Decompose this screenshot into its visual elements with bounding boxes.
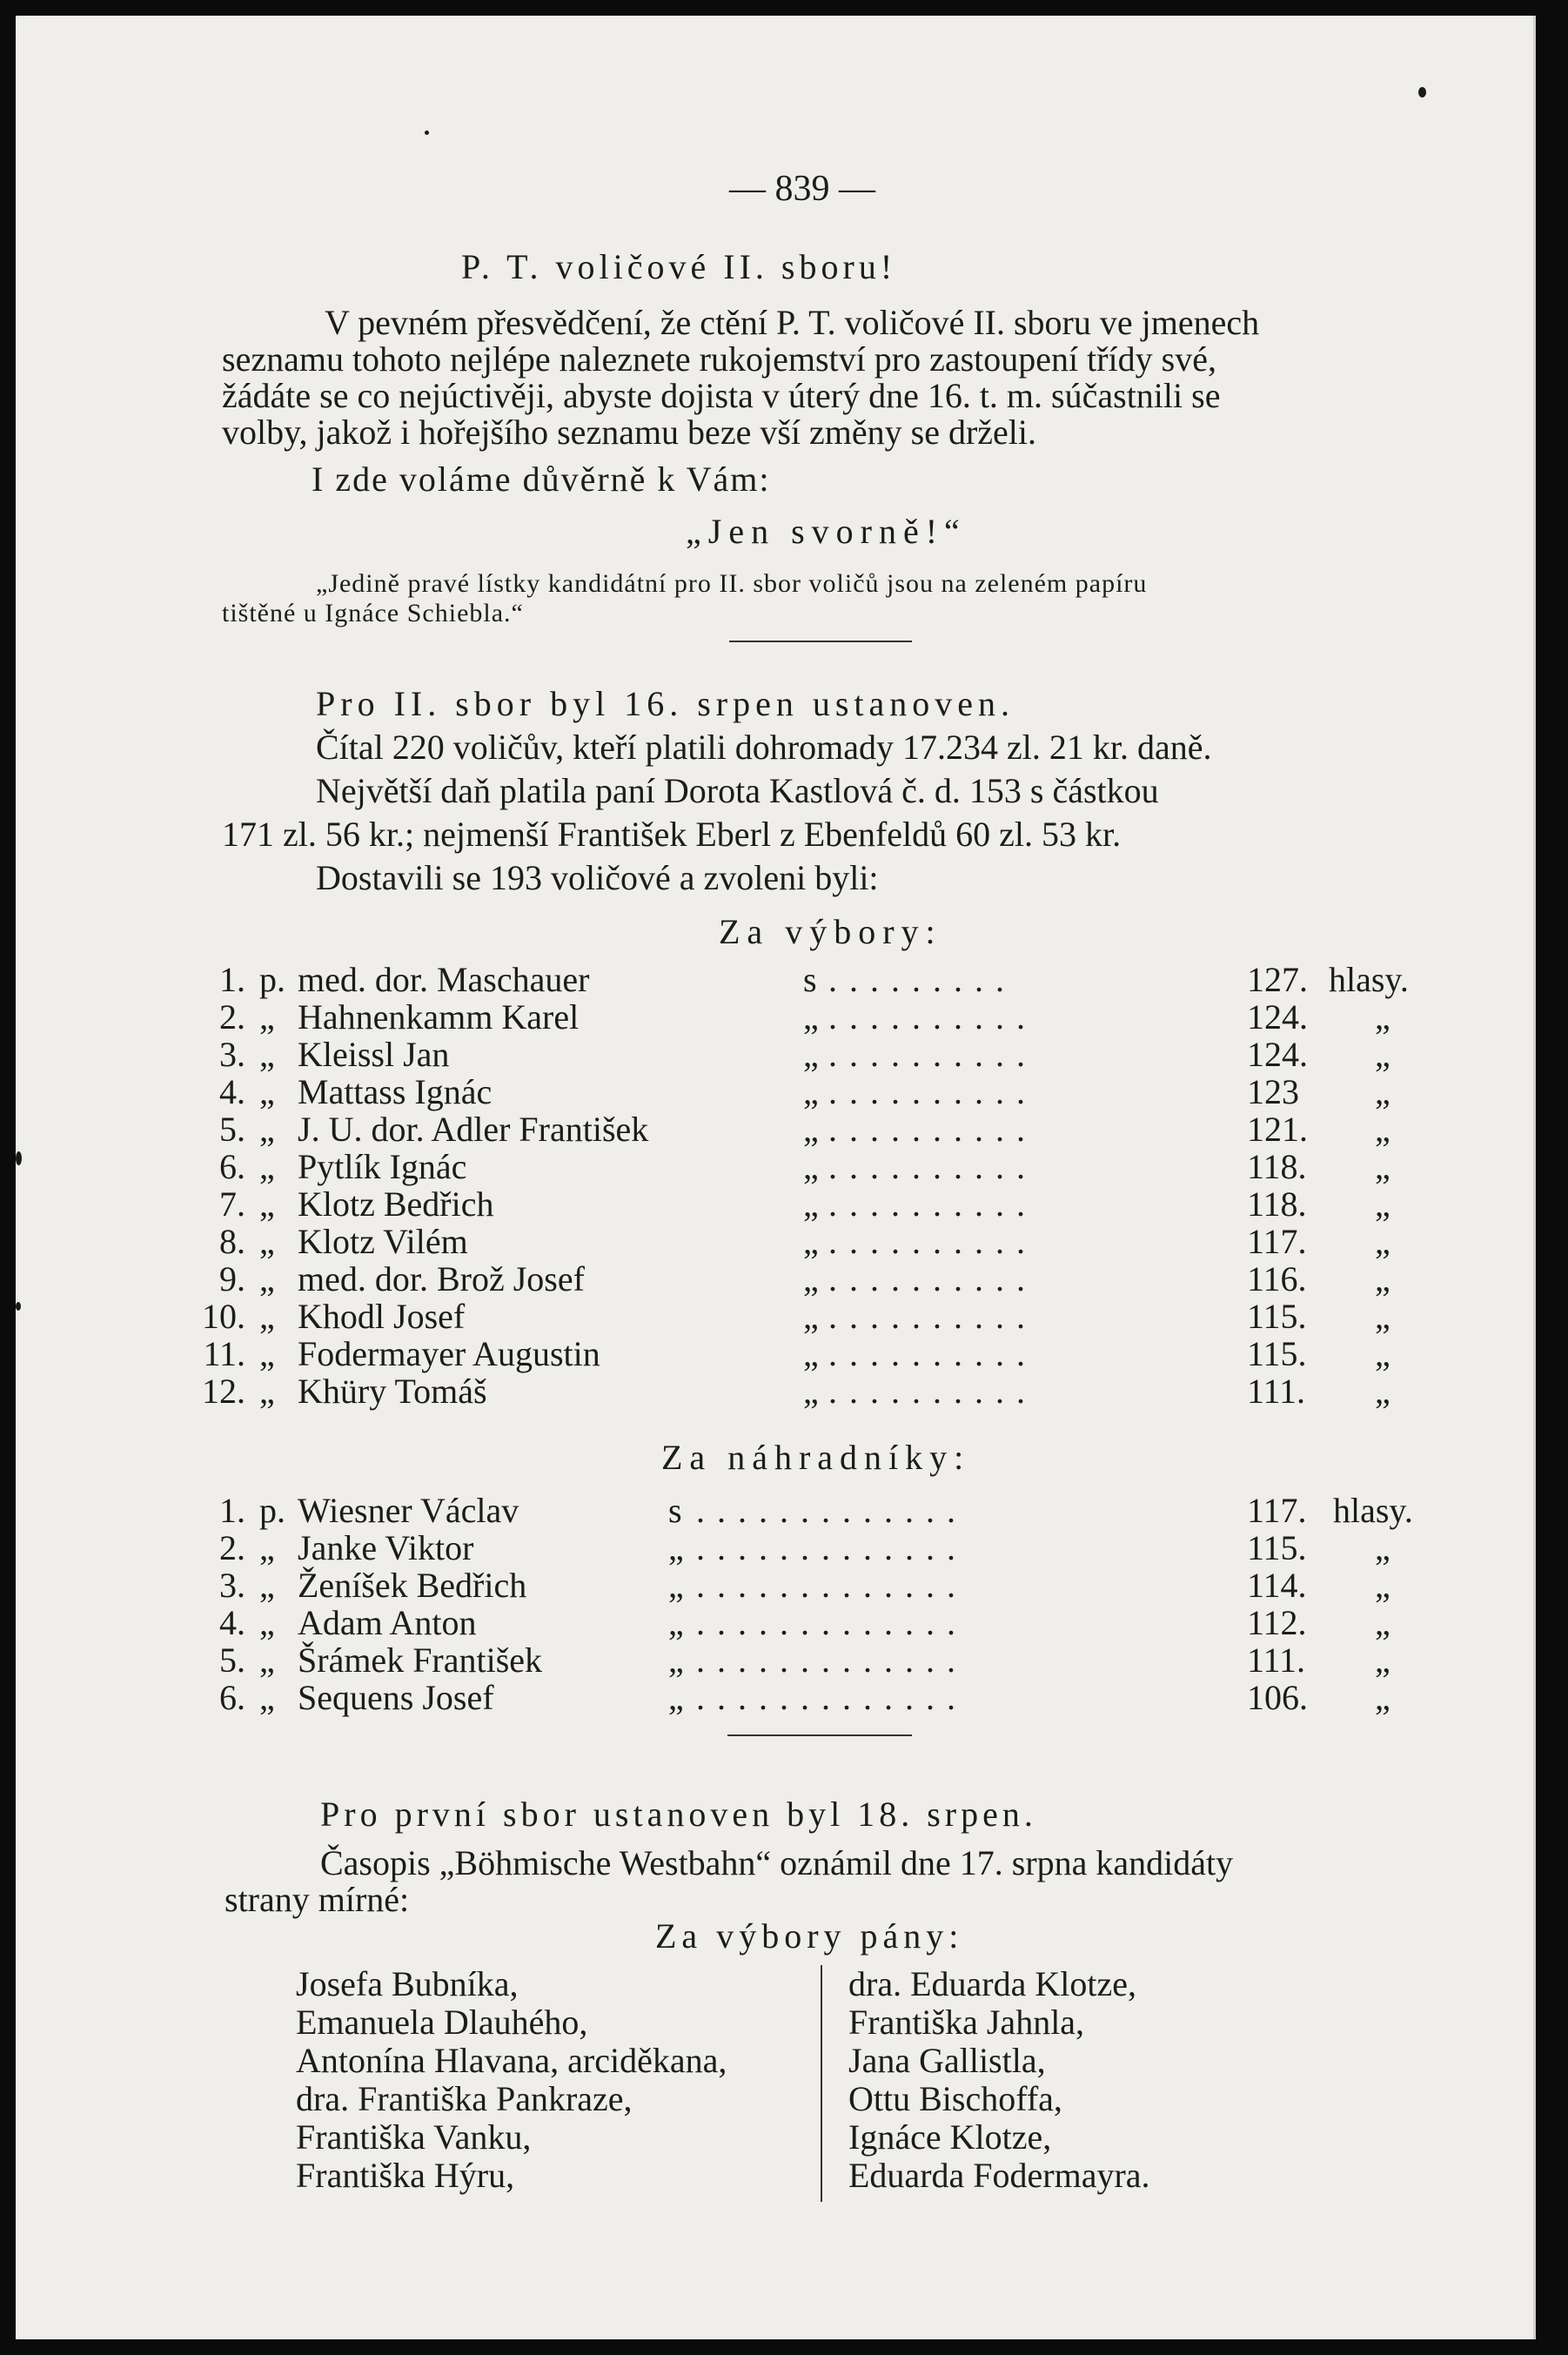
row-mark: s [803, 960, 817, 999]
vote-count: 112. [1247, 1603, 1307, 1642]
vote-unit: „ [1375, 1334, 1390, 1373]
row-number: 3. [219, 1566, 245, 1605]
first-corps-line: Časopis „Böhmische Westbahn“ oznámil dne 17. srpna kandidáty [320, 1843, 1234, 1882]
appeal-heading: P. T. voličové II. sboru! [461, 247, 897, 286]
candidate-name: Pytlík Ignác [298, 1147, 467, 1186]
row-prefix: „ [259, 1603, 275, 1642]
nominee: Eduarda Fodermayra. [848, 2156, 1150, 2195]
row-number: 2. [219, 1528, 245, 1567]
leader-dots: . . . . . . . . . . [828, 1222, 1027, 1261]
row-prefix: „ [259, 1566, 275, 1605]
row-number: 4. [219, 1603, 245, 1642]
vote-count: 123 [1247, 1072, 1299, 1111]
nominee: Emanuela Dlauhého, [296, 2003, 588, 2042]
row-mark: „ [803, 997, 819, 1037]
vote-unit: „ [1375, 1222, 1390, 1261]
leader-dots: . . . . . . . . . . . . . [696, 1566, 957, 1605]
vote-unit: „ [1375, 1297, 1390, 1336]
row-prefix: „ [259, 1110, 275, 1149]
row-prefix: p. [259, 1491, 285, 1530]
row-number: 6. [219, 1147, 245, 1186]
nominee: Františka Jahnla, [848, 2003, 1085, 2042]
row-prefix: „ [259, 1222, 275, 1261]
vote-count: 127. [1247, 960, 1308, 999]
row-mark: „ [803, 1334, 819, 1373]
candidate-name: Klotz Bedřich [298, 1184, 494, 1224]
leader-dots: . . . . . . . . . . [828, 1334, 1027, 1373]
slogan: „Jen svorně!“ [686, 512, 967, 551]
vote-unit: „ [1375, 1110, 1390, 1149]
row-prefix: „ [259, 1297, 275, 1336]
appeal-line: volby, jakož i hořejšího seznamu beze vší změny se drželi. [222, 413, 1036, 452]
vote-unit: „ [1375, 997, 1390, 1037]
first-corps-line: Pro první sbor ustanoven byl 18. srpen. [320, 1795, 1037, 1834]
leader-dots: . . . . . . . . . . . . . [696, 1640, 957, 1680]
report-line: Pro II. sbor byl 16. srpen ustanoven. [316, 684, 1015, 723]
nominees-right-column [848, 1965, 1150, 2195]
candidate-name: Adam Anton [298, 1603, 477, 1642]
candidate-name: Wiesner Václav [298, 1491, 519, 1530]
row-mark: „ [803, 1184, 819, 1224]
leader-dots: . . . . . . . . . . [828, 1184, 1027, 1224]
row-mark: „ [668, 1528, 684, 1567]
vote-count: 117. [1247, 1491, 1307, 1530]
candidate-name: Fodermayer Augustin [298, 1334, 600, 1373]
leader-dots: . . . . . . . . . . [828, 1147, 1027, 1186]
vote-unit: hlasy. [1329, 960, 1409, 999]
row-number: 7. [219, 1184, 245, 1224]
leader-dots: . . . . . . . . . . . . . [696, 1678, 957, 1717]
candidate-name: Khodl Josef [298, 1297, 466, 1336]
row-mark: s [668, 1491, 682, 1530]
row-prefix: „ [259, 1334, 275, 1373]
report-line: 171 zl. 56 kr.; nejmenší František Eberl z Ebenfeldů 60 zl. 53 kr. [222, 815, 1122, 854]
row-number: 8. [219, 1222, 245, 1261]
committee-heading: Za výbory: [719, 912, 942, 951]
vote-unit: hlasy. [1333, 1491, 1413, 1530]
report-line: Největší daň platila paní Dorota Kastlová č. d. 153 s částkou [316, 771, 1159, 810]
document-page [16, 16, 1536, 2339]
candidate-name: Šrámek František [298, 1640, 543, 1680]
vote-count: 116. [1247, 1259, 1307, 1298]
row-number: 5. [219, 1110, 245, 1149]
candidate-name: Hahnenkamm Karel [298, 997, 580, 1037]
row-number: 12. [202, 1372, 245, 1411]
leader-dots: . . . . . . . . . . . . . [696, 1603, 957, 1642]
row-mark: „ [668, 1566, 684, 1605]
vote-unit: „ [1375, 1528, 1390, 1567]
candidate-name: Sequens Josef [298, 1678, 494, 1717]
vote-unit: „ [1375, 1372, 1390, 1411]
vote-unit: „ [1375, 1184, 1390, 1224]
vote-count: 106. [1247, 1678, 1308, 1717]
row-number: 1. [219, 960, 245, 999]
vote-unit: „ [1375, 1566, 1390, 1605]
leader-dots: . . . . . . . . . . [828, 1372, 1027, 1411]
row-mark: „ [803, 1297, 819, 1336]
first-corps-line: strany mírné: [224, 1880, 410, 1919]
leader-dots: . . . . . . . . . [828, 960, 1006, 999]
vote-unit: „ [1375, 1259, 1390, 1298]
candidate-name: Khüry Tomáš [298, 1372, 487, 1411]
row-number: 5. [219, 1640, 245, 1680]
vote-unit: „ [1375, 1147, 1390, 1186]
vote-count: 115. [1247, 1297, 1307, 1336]
substitutes-heading: Za náhradníky: [661, 1438, 971, 1477]
vote-count: 115. [1247, 1334, 1307, 1373]
row-prefix: „ [259, 1528, 275, 1567]
row-number: 2. [219, 997, 245, 1037]
leader-dots: . . . . . . . . . . [828, 1110, 1027, 1149]
nominee: Jana Gallistla, [848, 2041, 1046, 2080]
row-number: 4. [219, 1072, 245, 1111]
candidate-name: Mattass Ignác [298, 1072, 493, 1111]
vote-unit: „ [1375, 1035, 1390, 1074]
row-prefix: „ [259, 1640, 275, 1680]
vote-count: 111. [1247, 1372, 1306, 1411]
substitutes-results-table [200, 1490, 1436, 1725]
row-prefix: „ [259, 1147, 275, 1186]
nominee: dra. Františka Pankraze, [296, 2079, 633, 2118]
scan-speck [425, 131, 429, 135]
nominee: dra. Eduarda Klotze, [848, 1964, 1136, 2003]
leader-dots: . . . . . . . . . . . . . [696, 1491, 957, 1530]
page-number: — 839 — [729, 169, 875, 209]
scan-speck [16, 1302, 21, 1311]
report-line: Dostavili se 193 voličové a zvoleni byli: [316, 858, 879, 897]
row-number: 3. [219, 1035, 245, 1074]
appeal-line: V pevném přesvědčení, že ctění P. T. voličové II. sboru ve jmenech [325, 303, 1260, 342]
nominee: Františka Hýru, [296, 2156, 515, 2195]
row-number: 1. [219, 1491, 245, 1530]
candidate-name: Ženíšek Bedřich [298, 1566, 527, 1605]
row-mark: „ [803, 1222, 819, 1261]
row-mark: „ [803, 1035, 819, 1074]
row-number: 11. [203, 1334, 245, 1373]
ballot-note-line: tištěné u Ignáce Schiebla.“ [222, 599, 524, 627]
nominee: Františka Vanku, [296, 2117, 532, 2157]
leader-dots: . . . . . . . . . . [828, 1035, 1027, 1074]
divider [727, 1734, 912, 1736]
leader-dots: . . . . . . . . . . . . . [696, 1528, 957, 1567]
ballot-note-line: „Jedině pravé lístky kandidátní pro II. sbor voličů jsou na zeleném papíru [316, 569, 1148, 598]
row-prefix: „ [259, 997, 275, 1037]
candidate-name: Klotz Vilém [298, 1222, 468, 1261]
row-mark: „ [803, 1072, 819, 1111]
appeal-line: seznamu tohoto nejlépe naleznete rukojemství pro zastoupení třídy své, [222, 339, 1216, 379]
vote-count: 124. [1247, 997, 1308, 1037]
leader-dots: . . . . . . . . . . [828, 1259, 1027, 1298]
vote-count: 118. [1247, 1147, 1307, 1186]
row-number: 9. [219, 1259, 245, 1298]
vote-count: 114. [1247, 1566, 1307, 1605]
row-mark: „ [803, 1372, 819, 1411]
candidate-name: Kleissl Jan [298, 1035, 450, 1074]
report-line: Čítal 220 voličův, kteří platili dohromady 17.234 zl. 21 kr. daně. [316, 728, 1212, 767]
candidate-name: med. dor. Maschauer [298, 960, 590, 999]
vote-count: 124. [1247, 1035, 1308, 1074]
scan-speck [16, 1151, 22, 1165]
row-number: 10. [202, 1297, 245, 1336]
vote-unit: „ [1375, 1072, 1390, 1111]
row-prefix: „ [259, 1678, 275, 1717]
vote-count: 118. [1247, 1184, 1307, 1224]
committee-results-table [200, 959, 1436, 1412]
row-mark: „ [803, 1110, 819, 1149]
nominee: Ottu Bischoffa, [848, 2079, 1062, 2118]
nominee: Josefa Bubníka, [296, 1964, 519, 2003]
nominee: Antonína Hlavana, arciděkana, [296, 2041, 727, 2080]
candidate-name: Janke Viktor [298, 1528, 474, 1567]
column-divider [821, 1965, 822, 2202]
vote-count: 115. [1247, 1528, 1307, 1567]
vote-count: 117. [1247, 1222, 1307, 1261]
row-mark: „ [803, 1147, 819, 1186]
appeal-line: žádáte se co nejúctivěji, abyste dojista v úterý dne 16. t. m. súčastnili se [222, 376, 1221, 415]
appeal-call: I zde voláme důvěrně k Vám: [312, 460, 771, 499]
nominees-left-column [296, 1965, 727, 2195]
row-prefix: „ [259, 1035, 275, 1074]
candidate-name: J. U. dor. Adler František [298, 1110, 649, 1149]
nominees-heading: Za výbory pány: [655, 1916, 964, 1956]
row-number: 6. [219, 1678, 245, 1717]
row-prefix: „ [259, 1184, 275, 1224]
vote-unit: „ [1375, 1603, 1390, 1642]
row-prefix: p. [259, 960, 285, 999]
row-mark: „ [668, 1603, 684, 1642]
vote-count: 121. [1247, 1110, 1308, 1149]
row-prefix: „ [259, 1372, 275, 1411]
row-prefix: „ [259, 1072, 275, 1111]
row-prefix: „ [259, 1259, 275, 1298]
nominee: Ignáce Klotze, [848, 2117, 1052, 2157]
leader-dots: . . . . . . . . . . [828, 1297, 1027, 1336]
row-mark: „ [803, 1259, 819, 1298]
leader-dots: . . . . . . . . . . [828, 997, 1027, 1037]
row-mark: „ [668, 1640, 684, 1680]
leader-dots: . . . . . . . . . . [828, 1072, 1027, 1111]
scan-speck [1418, 87, 1426, 97]
vote-unit: „ [1375, 1640, 1390, 1680]
divider [729, 641, 912, 642]
row-mark: „ [668, 1678, 684, 1717]
candidate-name: med. dor. Brož Josef [298, 1259, 585, 1298]
vote-unit: „ [1375, 1678, 1390, 1717]
vote-count: 111. [1247, 1640, 1306, 1680]
